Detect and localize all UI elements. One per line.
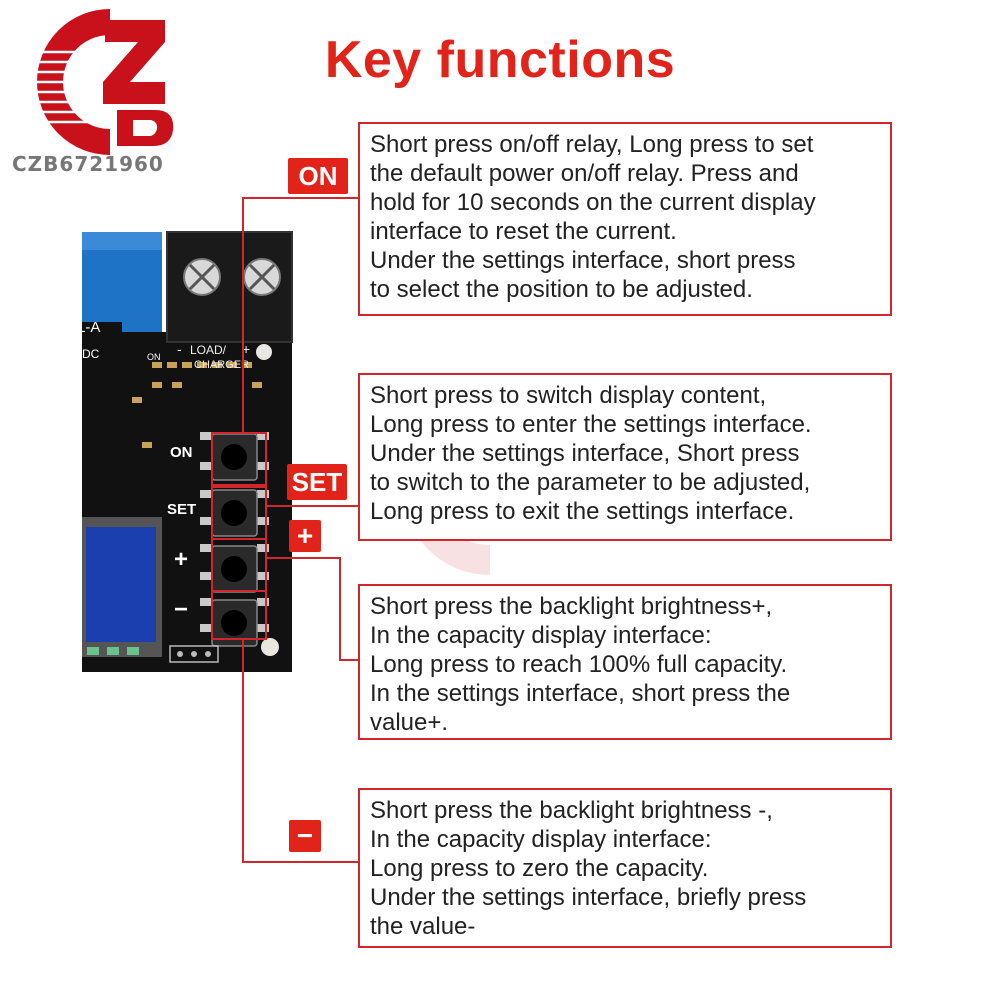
desc-line: to select the position to be adjusted. <box>370 276 753 303</box>
desc-line: Short press to switch display content, <box>370 382 767 409</box>
tag-on: ON <box>288 158 348 194</box>
desc-line: Under the settings interface, briefly press <box>370 884 807 911</box>
page-title: Key functions <box>324 31 676 89</box>
desc-line: Under the settings interface, short press <box>370 247 796 274</box>
tag-plus: + <box>289 520 321 552</box>
desc-line: interface to reset the current. <box>370 218 677 245</box>
desc-line: Short press on/off relay, Long press to set <box>370 131 814 158</box>
brand-logo-text: CZB6721960 <box>12 152 164 176</box>
desc-line: to switch to the parameter to be adjusted, <box>370 469 811 496</box>
silk-on-small-label: ON <box>147 352 161 362</box>
silk-minus-label: - <box>177 341 182 357</box>
plus-key-description <box>358 584 892 740</box>
desc-line: the default power on/off relay. Press and <box>370 160 799 187</box>
silk-model-label: L-A <box>77 319 101 336</box>
tag-set: SET <box>287 464 347 500</box>
minus-key-description <box>358 788 892 948</box>
desc-line: hold for 10 seconds on the current display <box>370 189 816 216</box>
desc-line: Short press the backlight brightness+, <box>370 593 773 620</box>
desc-line: Long press to zero the capacity. <box>370 855 709 882</box>
silk-plus-button-label: + <box>174 546 189 573</box>
set-key-description <box>358 373 892 541</box>
desc-line: Long press to reach 100% full capacity. <box>370 651 788 678</box>
desc-line: In the capacity display interface: <box>370 622 712 649</box>
silk-dc-label: DC <box>82 347 100 361</box>
silk-minus-button-label: − <box>174 596 189 623</box>
on-key-description <box>358 122 892 316</box>
silk-terminal-label: LOAD/ <box>190 343 227 357</box>
desc-line: Long press to enter the settings interface. <box>370 411 812 438</box>
desc-line: Long press to exit the settings interface. <box>370 498 795 525</box>
silk-charger-label: CHARGER <box>194 359 250 371</box>
desc-line: Under the settings interface, Short press <box>370 440 800 467</box>
desc-line: In the capacity display interface: <box>370 826 712 853</box>
silk-plus-label: + <box>242 341 251 357</box>
desc-line: Short press the backlight brightness -, <box>370 797 773 824</box>
silk-set-label: SET <box>167 501 197 518</box>
desc-line: the value- <box>370 913 476 940</box>
desc-line: In the settings interface, short press the <box>370 680 791 707</box>
silk-on-label: ON <box>170 444 193 461</box>
desc-line: value+. <box>370 709 449 736</box>
tag-minus: − <box>289 820 321 852</box>
